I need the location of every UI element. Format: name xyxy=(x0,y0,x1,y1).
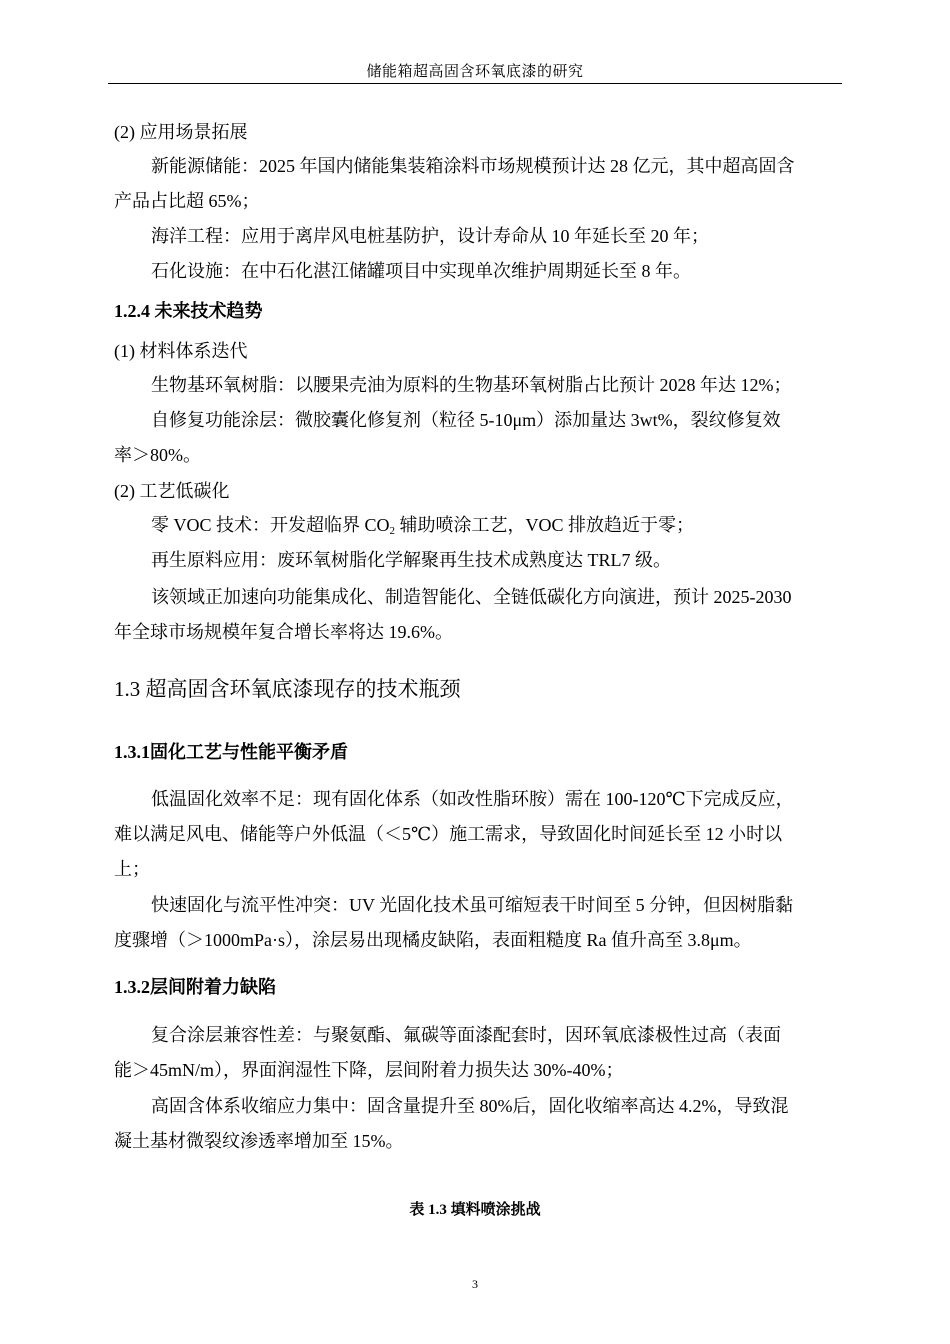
paragraph-line: 该领域正加速向功能集成化、制造智能化、全链低碳化方向演进，预计 2025-2030 xyxy=(151,587,792,607)
text-segment: 零 VOC 技术：开发超临界 CO xyxy=(151,515,390,535)
section-heading: 1.3 超高固含环氧底漆现存的技术瓶颈 xyxy=(114,677,461,701)
paragraph-line: 难以满足风电、储能等户外低温（＜5℃）施工需求，导致固化时间延长至 12 小时以 xyxy=(114,824,783,844)
header-divider xyxy=(108,83,842,84)
paragraph-line: 石化设施：在中石化湛江储罐项目中实现单次维护周期延长至 8 年。 xyxy=(151,261,691,281)
subsection-heading: 1.3.1固化工艺与性能平衡矛盾 xyxy=(114,742,348,762)
paragraph-line: 率＞80%。 xyxy=(114,445,201,465)
paragraph-line: 新能源储能：2025 年国内储能集装箱涂料市场规模预计达 28 亿元，其中超高固含 xyxy=(151,156,795,176)
subsection-heading: 1.2.4 未来技术趋势 xyxy=(114,301,263,321)
paragraph-line: 生物基环氧树脂：以腰果壳油为原料的生物基环氧树脂占比预计 2028 年达 12%； xyxy=(151,375,792,395)
paragraph-line: 海洋工程：应用于离岸风电桩基防护，设计寿命从 10 年延长至 20 年； xyxy=(151,226,709,246)
paragraph-line: 度骤增（＞1000mPa·s），涂层易出现橘皮缺陷，表面粗糙度 Ra 值升高至 3.8μm。 xyxy=(114,930,752,950)
paragraph-line: 能＞45mN/m），界面润湿性下降，层间附着力损失达 30%-40%； xyxy=(114,1060,624,1080)
table-caption: 表 1.3 填料喷涂挑战 xyxy=(409,1202,541,1218)
text-segment: 辅助喷涂工艺，VOC 排放趋近于零； xyxy=(395,515,695,535)
paragraph-line: 快速固化与流平性冲突：UV 光固化技术虽可缩短表干时间至 5 分钟，但因树脂黏 xyxy=(151,895,794,915)
paragraph-line: 上； xyxy=(114,859,150,879)
paragraph-line: 年全球市场规模年复合增长率将达 19.6%。 xyxy=(114,622,453,642)
paragraph-line: 再生原料应用：废环氧树脂化学解聚再生技术成熟度达 TRL7 级。 xyxy=(151,550,671,570)
list-item-label: (2) 工艺低碳化 xyxy=(114,481,230,501)
paragraph-line: 低温固化效率不足：现有固化体系（如改性脂环胺）需在 100-120℃下完成反应， xyxy=(151,789,794,809)
list-item-label: (2) 应用场景拓展 xyxy=(114,122,248,142)
paragraph-line: 自修复功能涂层：微胶囊化修复剂（粒径 5-10μm）添加量达 3wt%，裂纹修复效 xyxy=(151,410,781,430)
subsection-heading: 1.3.2层间附着力缺陷 xyxy=(114,977,276,997)
subscript: 2 xyxy=(389,525,396,537)
running-header: 储能箱超高固含环氧底漆的研究 xyxy=(366,64,584,80)
paragraph-line: 产品占比超 65%； xyxy=(114,191,260,211)
paragraph-line xyxy=(151,513,694,537)
list-item-label: (1) 材料体系迭代 xyxy=(114,341,248,361)
paragraph-line: 凝土基材微裂纹渗透率增加至 15%。 xyxy=(114,1131,404,1151)
paragraph-line: 高固含体系收缩应力集中：固含量提升至 80%后，固化收缩率高达 4.2%，导致混 xyxy=(151,1096,789,1116)
paragraph-line: 复合涂层兼容性差：与聚氨酯、氟碳等面漆配套时，因环氧底漆极性过高（表面 xyxy=(151,1025,781,1045)
page-number: 3 xyxy=(472,1277,478,1291)
